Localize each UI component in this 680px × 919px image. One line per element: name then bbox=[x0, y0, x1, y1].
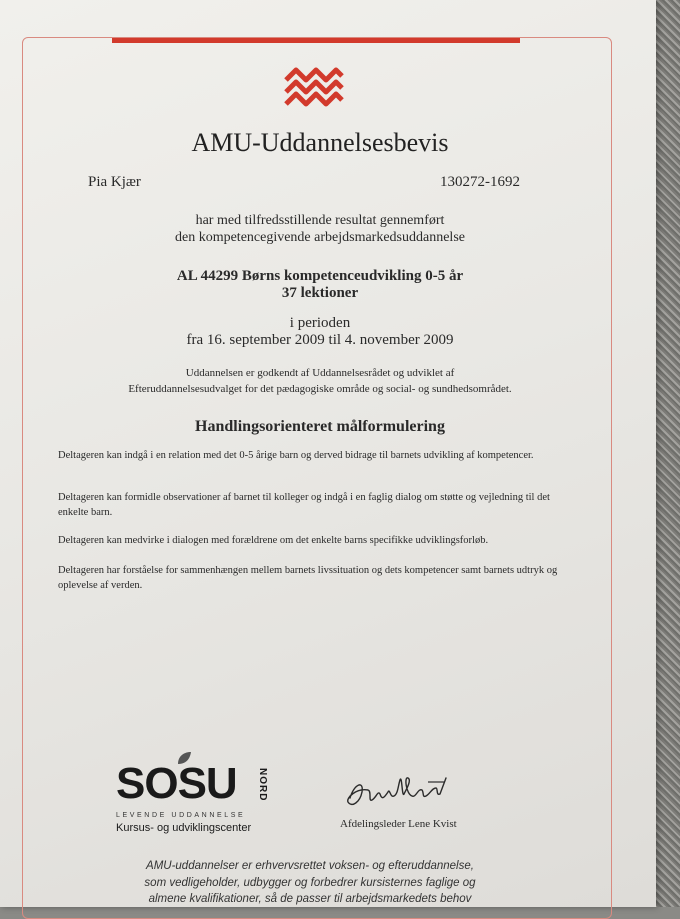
participant-name: Pia Kjær bbox=[88, 174, 141, 190]
approval-line-1: Uddannelsen er godkendt af Uddannelsesrådet og udviklet af bbox=[185, 367, 455, 379]
certificate-title: AMU-Uddannelsesbevis bbox=[191, 128, 449, 157]
section-heading: Handlingsorienteret målformulering bbox=[195, 418, 445, 435]
intro-line-1: har med tilfredsstillende resultat gennemført bbox=[195, 213, 445, 228]
background-surface bbox=[652, 0, 680, 907]
lesson-count: 37 lektioner bbox=[281, 285, 359, 301]
footer-line-3: almene kvalifikationer, så de passer til arbejdsmarkedets behov bbox=[148, 893, 472, 905]
footer-line-2: som vedligeholder, udbygger og forbedrer kursisternes faglige og bbox=[144, 877, 476, 889]
approval-line-2: Efteruddannelsesudvalget for det pædagogiske område og social- og sundhedsområdet. bbox=[128, 383, 512, 395]
sosu-nord-label: NORD bbox=[257, 768, 268, 802]
sosu-subtitle: Kursus- og udviklingscenter bbox=[116, 822, 252, 834]
cpr-number: 130272-1692 bbox=[440, 174, 520, 190]
signer-title: Afdelingsleder Lene Kvist bbox=[340, 818, 457, 830]
intro-line-2: den kompetencegivende arbejdsmarkedsuddannelse bbox=[174, 230, 465, 245]
sosu-logo bbox=[116, 750, 286, 840]
red-header-bar bbox=[112, 38, 520, 43]
sosu-wordmark: SOSU bbox=[116, 759, 237, 808]
handwritten-signature bbox=[342, 758, 452, 814]
objective-paragraph: Deltageren kan indgå i en relation med det 0-5 årige barn og derved bidrage til barnets udvikling af kompetencer. bbox=[58, 450, 534, 461]
amu-wave-logo-icon bbox=[282, 66, 346, 110]
certificate-border bbox=[22, 37, 612, 919]
objective-paragraph: Deltageren kan formidle observationer af barnet til kolleger og indgå i en faglig dialog om støtte og vejledning til det enkelte barn. bbox=[58, 492, 550, 518]
objective-paragraph: Deltageren kan medvirke i dialogen med forældrene om det enkelte barns specifikke udviklingsforløb. bbox=[58, 535, 489, 546]
objective-paragraph: Deltageren har forståelse for sammenhængen mellem barnets livssituation og dets kompetencer samt barnets udtryk og oplevelse af verden. bbox=[58, 565, 558, 591]
footer-line-1: AMU-uddannelser er erhvervsrettet voksen- og efteruddannelse, bbox=[146, 860, 474, 872]
sosu-tagline: LEVENDE UDDANNELSE bbox=[116, 812, 246, 819]
period-dates: fra 16. september 2009 til 4. november 2009 bbox=[186, 332, 454, 348]
period-label: i perioden bbox=[289, 315, 351, 331]
course-title: AL 44299 Børns kompetenceudvikling 0-5 år bbox=[176, 268, 464, 284]
